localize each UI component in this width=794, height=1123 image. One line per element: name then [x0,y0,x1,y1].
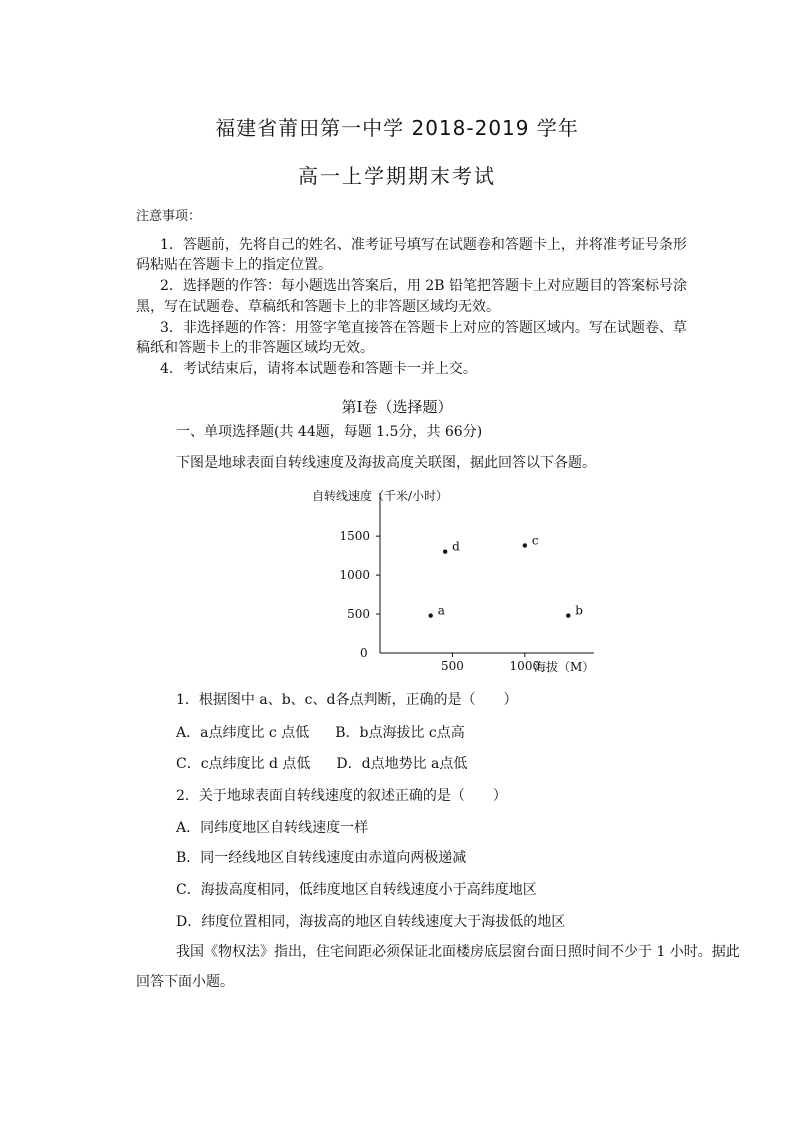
data-point-label-d: d [452,539,460,554]
option-2b: B．同一经线地区自转线速度由赤道向两极递减 [176,850,467,866]
data-point-d [443,550,447,554]
data-point-c [523,543,527,547]
note-1-line-1: 1．答题前，先将自己的姓名、准考证号填写在试题卷和答题卡上，并将准考证号条形 [160,237,687,253]
note-1-line-2: 码粘贴在答题卡上的指定位置。 [136,257,332,273]
rotation-speed-chart [300,480,620,680]
option-2d: D．纬度位置相同，海拔高的地区自转线速度大于海拔低的地区 [176,914,566,930]
question-intro: 下图是地球表面自转线速度及海拔高度关联图，据此回答以下各题。 [176,455,596,471]
exam-title-school: 福建省莆田第一中学 2018-2019 学年 [215,116,579,140]
y-axis-title: 自转线速度（千米/小时） [312,489,449,503]
note-2-line-2: 黑，写在试题卷、草稿纸和答题卡上的非答题区域均无效。 [136,299,500,315]
x-tick-label: 1000 [509,659,541,673]
option-2a: A．同纬度地区自转线速度一样 [176,820,369,836]
y-tick-label: 1500 [339,529,370,544]
origin-label: 0 [360,646,368,660]
part-title: 第Ⅰ卷（选择题） [341,398,453,416]
data-point-a [428,613,432,617]
option-1d: D．d点地势比 a点低 [336,756,468,772]
data-point-b [566,613,570,617]
x-axis-title: 海拔（M） [534,660,595,674]
option-1c: C．c点纬度比 d 点低 [176,756,311,772]
y-tick-label: 1000 [339,568,370,583]
note-2-line-1: 2．选择题的作答：每小题选出答案后，用 2B 铅笔把答题卡上对应题目的答案标号涂 [160,278,688,294]
data-point-label-c: c [531,533,539,548]
notes-heading: 注意事项： [136,209,202,224]
option-2c: C．海拔高度相同，低纬度地区自转线速度小于高纬度地区 [176,882,537,898]
question-1: 1．根据图中 a、b、c、d各点判断，正确的是（ ） [176,692,518,708]
y-tick-label: 500 [347,607,370,622]
reference-line-1: 我国《物权法》指出，住宅间距必须保证北面楼房底层窗台面日照时间不少于 1 小时。据此 [176,944,740,960]
option-1a: A．a点纬度比 c 点低 [176,725,310,741]
question-1-options-row-1 [176,723,465,743]
exam-title-exam: 高一上学期期末考试 [298,164,496,188]
question-1-options-row-2 [176,754,467,774]
note-4: 4．考试结束后，请将本试题卷和答题卡一并上交。 [160,361,477,377]
data-point-label-b: b [575,603,583,618]
section-heading: 一、单项选择题(共 44题，每题 1.5分，共 66分) [176,424,483,440]
note-3-line-2: 稿纸和答题卡上的非答题区域均无效。 [136,340,374,356]
x-tick-label: 500 [440,659,464,673]
data-point-label-a: a [437,603,445,618]
note-3-line-1: 3．非选择题的作答：用签字笔直接答在答题卡上对应的答题区域内。写在试题卷、草 [160,320,687,336]
option-1b: B．b点海拔比 c点高 [335,725,465,741]
question-2: 2．关于地球表面自转线速度的叙述正确的是（ ） [176,788,507,804]
reference-line-2: 回答下面小题。 [136,974,234,990]
